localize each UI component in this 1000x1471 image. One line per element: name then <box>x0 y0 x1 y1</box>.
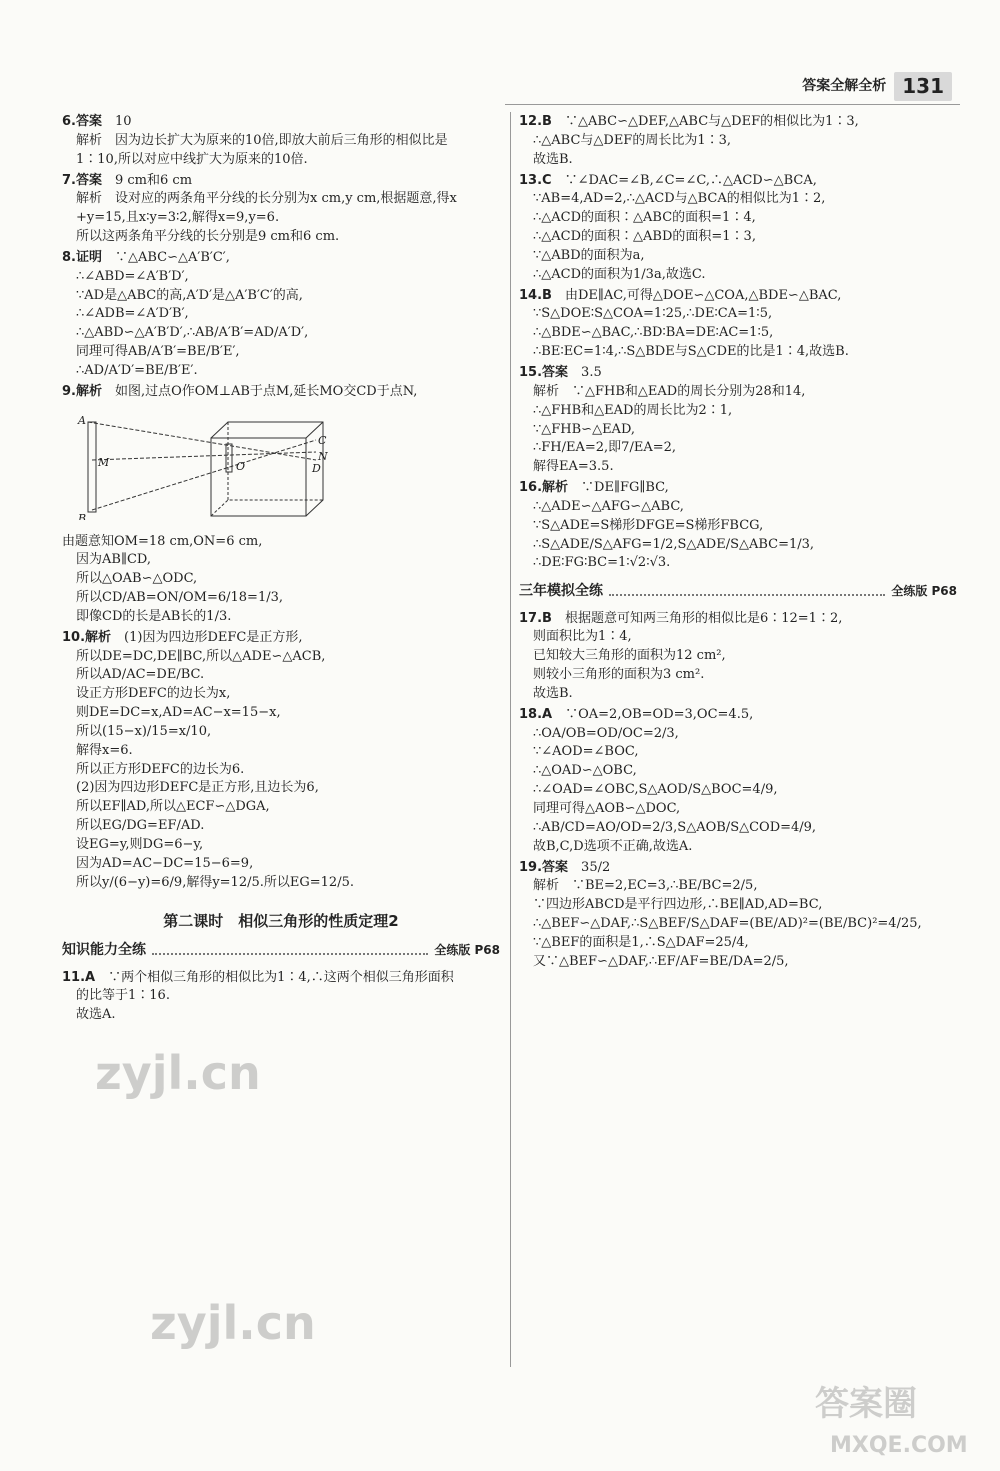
answer-line <box>62 723 500 742</box>
section-title: 三年模拟全练 <box>519 583 603 600</box>
answer-text: ∵△ABC∽△A′B′C′, <box>115 249 230 265</box>
answer-text: 则DE=DC=x,AD=AC−x=15−x, <box>76 705 281 721</box>
answer-line <box>62 685 500 704</box>
answer-text: ∵△BEF的面积是1,∴S△DAF=25/4, <box>533 934 749 950</box>
answer-text: 则面积比为1∶4, <box>533 629 632 645</box>
answer-text: ∵两个相似三角形的相似比为1∶4,∴这两个相似三角形面积 <box>108 969 454 985</box>
answer-line <box>519 781 957 800</box>
answer-line <box>62 742 500 761</box>
answer-line <box>62 570 500 589</box>
header-title: 答案全解全析 <box>802 78 887 95</box>
answer-line <box>519 151 957 170</box>
answer-text: 故选B. <box>533 151 573 167</box>
answer-text: +y=15,且x∶y=3∶2,解得x=9,y=6. <box>76 210 280 226</box>
question-block <box>519 287 957 362</box>
answer-text: ∵△FHB∽△EAD, <box>533 421 636 437</box>
answer-text: 所以正方形DEFC的边长为6. <box>76 761 245 777</box>
answer-text: ∵S△ADE=S梯形DFGE=S梯形FBCG, <box>533 517 764 533</box>
answer-text: (2)因为四边形DEFC是正方形,且边长为6, <box>76 780 319 796</box>
right-column <box>519 113 957 974</box>
answer-text: ∴∠ABD=∠A′B′D′, <box>76 268 189 284</box>
answer-line <box>62 305 500 324</box>
answer-line <box>519 458 957 477</box>
answer-line <box>519 479 957 498</box>
answer-line <box>62 874 500 893</box>
answer-text: ∴OA/OB=OD/OC=2/3, <box>533 725 679 741</box>
answer-line <box>62 113 500 132</box>
answer-line <box>62 608 500 627</box>
pinhole-figure <box>76 410 336 520</box>
answer-line <box>62 648 500 667</box>
answer-line <box>519 685 957 704</box>
answer-text: ∴AB/CD=AO/OD=2/3,S△AOB/S△COD=4/9, <box>533 819 817 835</box>
answer-text: 同理可得△AOB∽△DOC, <box>533 800 681 816</box>
answer-line <box>62 249 500 268</box>
answer-text: 已知较大三角形的面积为12 cm², <box>533 648 726 664</box>
watermark: zyjl.cn <box>95 1046 261 1100</box>
page-number: 131 <box>894 72 952 101</box>
answer-text: ∴△ACD的面积∶△ABC的面积=1∶4, <box>533 210 756 226</box>
question-block <box>62 113 500 170</box>
answer-text: 所以y/(6−y)=6/9,解得y=12/5.所以EG=12/5. <box>76 874 354 890</box>
watermark: 答案圈 <box>815 1384 917 1424</box>
answer-text: 所以EG/DG=EF/AD. <box>76 818 205 834</box>
question-block <box>519 610 957 704</box>
question-block <box>519 113 957 170</box>
answer-text: 根据题意可知两三角形的相似比是6∶12=1∶2, <box>564 610 843 626</box>
answer-text: 因为AB∥CD, <box>76 552 151 568</box>
answer-text: 由题意知OM=18 cm,ON=6 cm, <box>62 533 263 549</box>
answer-line <box>519 266 957 285</box>
answer-text: 1∶10,所以对应中线扩大为原来的10倍. <box>76 151 308 167</box>
answer-line <box>519 762 957 781</box>
question-number: 14.B <box>519 287 552 303</box>
section-header <box>62 940 500 960</box>
answer-text: ∴FH/EA=2,即7/EA=2, <box>533 440 677 456</box>
answer-line <box>519 838 957 857</box>
answer-line <box>519 172 957 191</box>
answer-line <box>519 706 957 725</box>
question-number: 11.A <box>62 969 96 985</box>
answer-line <box>62 343 500 362</box>
answer-text: ∴△OAD∽△OBC, <box>533 763 637 779</box>
answer-line <box>519 305 957 324</box>
answer-text: 10 <box>115 114 132 129</box>
question-number: 10.解析 <box>62 629 112 645</box>
answer-line <box>519 383 957 402</box>
figure-label: D <box>312 461 321 475</box>
answer-line <box>519 324 957 343</box>
question-number: 8.证明 <box>62 249 102 265</box>
answer-line <box>62 761 500 780</box>
answer-line <box>519 610 957 629</box>
answer-line <box>519 364 957 383</box>
answer-line <box>62 629 500 648</box>
question-block <box>519 172 957 285</box>
answer-text: ∵∠AOD=∠BOC, <box>533 744 639 760</box>
answer-text: 解得EA=3.5. <box>533 459 614 475</box>
answer-text: ∴△ABC与△DEF的周长比为1∶3, <box>533 132 732 148</box>
answer-text: 解析 因为边长扩大为原来的10倍,即放大前后三角形的相似比是 <box>76 132 448 148</box>
answer-text: ∵OA=2,OB=OD=3,OC=4.5, <box>565 706 754 722</box>
answer-text: (1)因为四边形DEFC是正方形, <box>124 629 303 645</box>
figure-label: M <box>98 455 110 469</box>
answer-line <box>519 896 957 915</box>
answer-text: 即像CD的长是AB长的1/3. <box>76 608 232 624</box>
answer-text: 故选B. <box>533 685 573 701</box>
question-number: 17.B <box>519 610 552 626</box>
answer-text: 所以AD/AC=DE/BC. <box>76 667 205 683</box>
answer-text: 则较小三角形的面积为3 cm². <box>533 667 705 683</box>
answer-text: ∵△ABD的面积为a, <box>533 247 645 263</box>
answer-text: ∴DE∶FG∶BC=1∶√2∶√3. <box>533 555 671 571</box>
question-block <box>519 479 957 573</box>
answer-text: 所以这两条角平分线的长分别是9 cm和6 cm. <box>76 229 340 245</box>
watermark: MXQE.COM <box>830 1433 968 1458</box>
answer-text: 同理可得AB/A′B′=BE/B′E′, <box>76 344 240 360</box>
answer-line <box>519 915 957 934</box>
question-block <box>519 859 957 972</box>
answer-text: ∵S△DOE∶S△COA=1∶25,∴DE∶CA=1∶5, <box>533 306 773 322</box>
answer-text: 所以△OAB∽△ODC, <box>76 571 198 587</box>
answer-text: 设正方形DEFC的边长为x, <box>76 686 231 702</box>
answer-text: 的比等于1∶16. <box>76 988 170 1004</box>
answer-text: 解析 ∵△FHB和△EAD的周长分别为28和14, <box>533 383 806 399</box>
answer-line <box>62 268 500 287</box>
answer-text: 故选A. <box>76 1007 116 1023</box>
left-column <box>62 113 500 1027</box>
answer-text: ∴△ABD∽△A′B′D′,∴AB/A′B′=AD/A′D′, <box>76 325 309 341</box>
answer-line <box>62 533 500 552</box>
answer-line <box>519 402 957 421</box>
figure-label: N <box>318 449 328 463</box>
answer-line <box>62 855 500 874</box>
answer-line <box>519 628 957 647</box>
answer-text: ∴∠ADB=∠A′D′B′, <box>76 306 189 322</box>
question-number: 12.B <box>519 114 552 129</box>
figure-label: A <box>78 413 86 427</box>
question-block <box>62 249 500 381</box>
question-number: 16.解析 <box>519 480 569 496</box>
answer-line <box>62 324 500 343</box>
answer-line <box>519 421 957 440</box>
answer-line <box>62 172 500 191</box>
answer-line <box>62 151 500 170</box>
answer-line <box>62 228 500 247</box>
answer-line <box>519 877 957 896</box>
question-block <box>62 969 500 1026</box>
question-number: 18.A <box>519 706 553 722</box>
answer-line <box>62 589 500 608</box>
answer-text: 解析 设对应的两条角平分线的长分别为x cm,y cm,根据题意,得x <box>76 191 457 207</box>
answer-text: 35/2 <box>581 859 611 875</box>
answer-line <box>62 987 500 1006</box>
answer-text: ∴△FHB和△EAD的周长比为2∶1, <box>533 402 733 418</box>
answer-text: ∴BE∶EC=1∶4,∴S△BDE与S△CDE的比是1∶4,故选B. <box>533 344 849 360</box>
figure-label: C <box>318 433 327 447</box>
answer-text: 所以CD/AB=ON/OM=6/18=1/3, <box>76 590 283 606</box>
answer-text: ∵四边形ABCD是平行四边形,∴BE∥AD,AD=BC, <box>533 897 823 913</box>
answer-line <box>62 836 500 855</box>
answer-text: ∴S△ADE/S△AFG=1/2,S△ADE/S△ABC=1/3, <box>533 536 815 552</box>
question-number: 19.答案 <box>519 859 569 875</box>
answer-text: ∴AD/A′D′=BE/B′E′. <box>76 362 198 378</box>
question-number: 7.答案 <box>62 172 102 188</box>
answer-text: ∵△ABC∽△DEF,△ABC与△DEF的相似比为1∶3, <box>564 114 859 129</box>
answer-text: 解得x=6. <box>76 742 133 758</box>
answer-line <box>519 536 957 555</box>
answer-text: 又∵△BEF∽△DAF,∴EF/AF=BE/DA=2/5, <box>533 953 789 969</box>
answer-line <box>519 725 957 744</box>
answer-text: 所以(15−x)/15=x/10, <box>76 723 212 739</box>
section-dots <box>609 586 885 596</box>
answer-line <box>519 190 957 209</box>
answer-text: ∴△BDE∽△BAC,∴BD∶BA=DE∶AC=1∶5, <box>533 325 774 341</box>
question-block <box>62 172 500 247</box>
section-ref: 全练版 P68 <box>434 942 500 957</box>
answer-line <box>519 228 957 247</box>
question-block <box>62 383 500 402</box>
figure-label: B <box>78 511 87 520</box>
answer-line <box>62 817 500 836</box>
answer-line <box>519 209 957 228</box>
answer-text: 故B,C,D选项不正确,故选A. <box>533 838 693 854</box>
question-block <box>519 706 957 857</box>
answer-line <box>62 551 500 570</box>
answer-line <box>519 498 957 517</box>
answer-line <box>62 190 500 209</box>
question-number: 9.解析 <box>62 383 102 399</box>
question-block <box>519 364 957 477</box>
answer-line <box>519 247 957 266</box>
answer-line <box>519 439 957 458</box>
answer-line <box>62 798 500 817</box>
answer-line <box>519 666 957 685</box>
answer-text: 所以DE=DC,DE∥BC,所以△ADE∽△ACB, <box>76 648 326 664</box>
question-number: 6.答案 <box>62 114 102 129</box>
section-header <box>519 581 957 601</box>
answer-text: ∵DE∥FG∥BC, <box>581 480 669 496</box>
section-dots <box>152 945 428 955</box>
question-block <box>62 629 500 893</box>
page-header <box>802 72 952 101</box>
answer-text: 3.5 <box>581 364 602 380</box>
answer-line <box>519 953 957 972</box>
answer-text: 9 cm和6 cm <box>115 172 193 188</box>
answer-line <box>62 209 500 228</box>
answer-text: 由DE∥AC,可得△DOE∽△COA,△BDE∽△BAC, <box>564 287 842 303</box>
answer-line <box>519 647 957 666</box>
answer-line <box>62 362 500 381</box>
answer-line <box>519 517 957 536</box>
answer-text: 设EG=y,则DG=6−y, <box>76 837 204 852</box>
answer-text: ∴∠OAD=∠OBC,S△AOD/S△BOC=4/9, <box>533 782 778 798</box>
figure-label: O <box>236 459 246 473</box>
section-title: 知识能力全练 <box>62 942 146 959</box>
question-number: 13.C <box>519 172 552 188</box>
column-divider <box>510 112 511 1367</box>
answer-text: ∵∠DAC=∠B,∠C=∠C,∴△ACD∽△BCA, <box>564 172 817 188</box>
answer-text: 解析 ∵BE=2,EC=3,∴BE/BC=2/5, <box>533 878 758 894</box>
answer-line <box>62 969 500 988</box>
answer-line <box>519 743 957 762</box>
answer-line <box>62 383 500 402</box>
answer-line <box>62 666 500 685</box>
answer-text: ∴△ACD的面积∶△ABD的面积=1∶3, <box>533 229 756 245</box>
answer-line <box>62 1006 500 1025</box>
answer-text: ∴△ACD的面积为1/3a,故选C. <box>533 266 706 282</box>
answer-line <box>519 800 957 819</box>
answer-text: 所以EF∥AD,所以△ECF∽△DGA, <box>76 799 270 815</box>
answer-line <box>519 819 957 838</box>
answer-line <box>519 859 957 878</box>
answer-text: ∴△ADE∽△AFG∽△ABC, <box>533 498 684 514</box>
answer-line <box>519 343 957 362</box>
answer-line <box>519 934 957 953</box>
answer-text: 如图,过点O作OM⊥AB于点M,延长MO交CD于点N, <box>115 383 418 399</box>
answer-text: ∴△BEF∽△DAF,∴S△BEF/S△DAF=(BE/AD)²=(BE/BC)²=4/25, <box>533 916 922 932</box>
answer-text: ∵AD是△ABC的高,A′D′是△A′B′C′的高, <box>76 287 303 303</box>
answer-text: ∵AB=4,AD=2,∴△ACD与△BCA的相似比为1∶2, <box>533 191 826 207</box>
answer-line <box>519 287 957 306</box>
header-rule <box>505 104 960 105</box>
section-ref: 全练版 P68 <box>891 583 957 598</box>
question-block <box>62 533 500 627</box>
answer-line <box>519 132 957 151</box>
watermark: zyjl.cn <box>150 1296 316 1350</box>
lesson-title: 第二课时 相似三角形的性质定理2 <box>163 911 399 930</box>
answer-line <box>519 113 957 132</box>
answer-line <box>519 554 957 573</box>
question-number: 15.答案 <box>519 364 569 380</box>
answer-line <box>62 132 500 151</box>
answer-line <box>62 779 500 798</box>
answer-line <box>62 704 500 723</box>
answer-text: 因为AD=AC−DC=15−6=9, <box>76 855 254 871</box>
answer-line <box>62 287 500 306</box>
